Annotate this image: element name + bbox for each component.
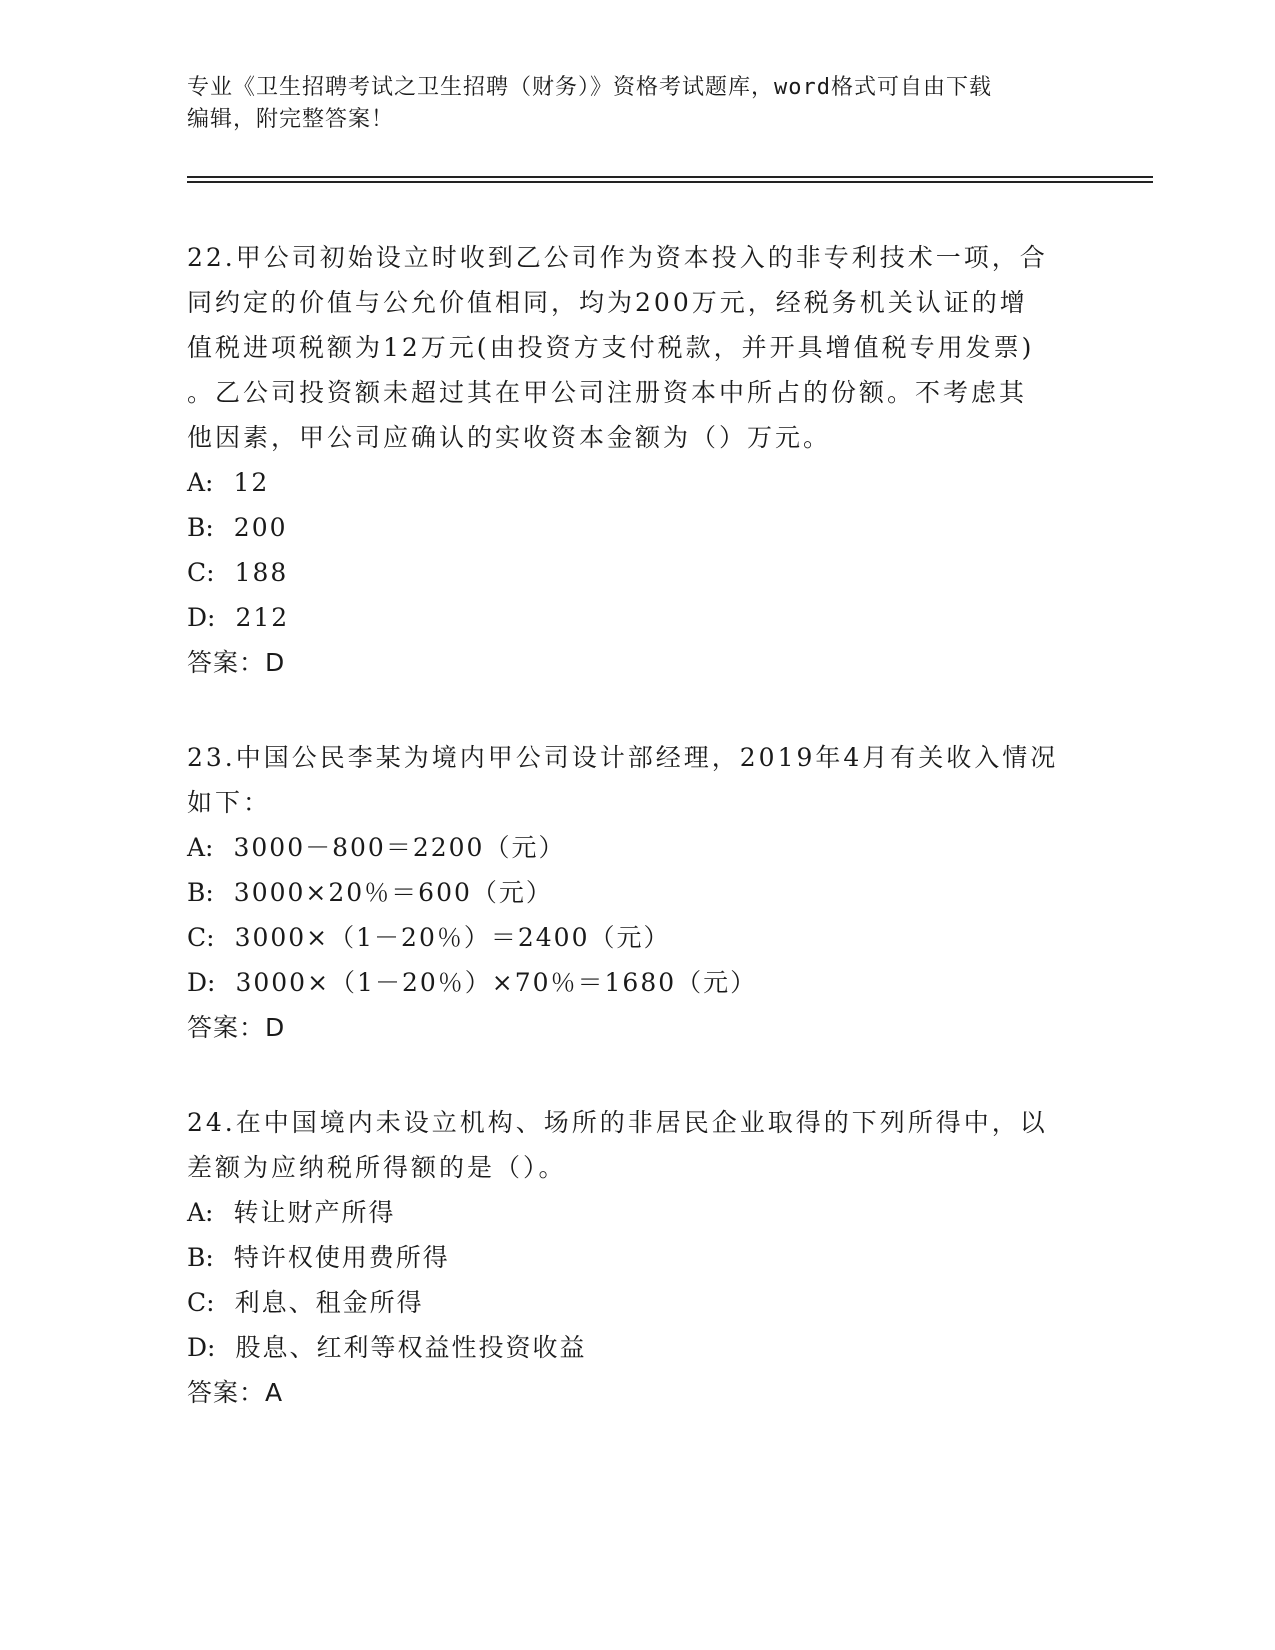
option-letter: B: bbox=[187, 513, 214, 542]
question-stem-line: 值税进项税额为12万元(由投资方支付税款，并开具增值税专用发票) bbox=[187, 333, 1035, 362]
option-text: 利息、租金所得 bbox=[234, 1288, 424, 1317]
answer-line: 答案：D bbox=[187, 1013, 286, 1042]
option-b bbox=[187, 505, 1087, 550]
answer-line: 答案：A bbox=[187, 1378, 284, 1407]
option-d bbox=[187, 960, 1087, 1005]
option-letter: D: bbox=[187, 603, 216, 632]
option-b bbox=[187, 1235, 1087, 1280]
option-letter: A: bbox=[187, 468, 214, 497]
header-divider-bottom bbox=[187, 181, 1153, 183]
option-text: 3000×（1－20％）＝2400（元） bbox=[234, 923, 671, 952]
question-stem-line: 24.在中国境内未设立机构、场所的非居民企业取得的下列所得中，以 bbox=[187, 1108, 1048, 1137]
option-text: 转让财产所得 bbox=[233, 1198, 396, 1227]
option-text: 股息、红利等权益性投资收益 bbox=[235, 1333, 587, 1362]
header-line-2: 编辑，附完整答案！ bbox=[187, 107, 395, 132]
option-text: 3000×（1－20％）×70％＝1680（元） bbox=[235, 968, 758, 997]
header-line-1: 专业《卫生招聘考试之卫生招聘（财务）》资格考试题库，word格式可自由下载 bbox=[187, 75, 992, 100]
question-stem-line: 23.中国公民李某为境内甲公司设计部经理，2019年4月有关收入情况 bbox=[187, 743, 1059, 772]
option-a bbox=[187, 460, 1087, 505]
question-stem-line: 如下： bbox=[187, 788, 272, 817]
option-letter: A: bbox=[187, 833, 214, 862]
option-letter: D: bbox=[187, 968, 216, 997]
option-letter: C: bbox=[187, 923, 215, 952]
option-text: 188 bbox=[234, 558, 289, 587]
question-22 bbox=[187, 235, 1087, 685]
question-stem-line: 他因素，甲公司应确认的实收资本金额为（）万元。 bbox=[187, 423, 832, 452]
option-letter: C: bbox=[187, 1288, 215, 1317]
question-stem-line: 。乙公司投资额未超过其在甲公司注册资本中所占的份额。不考虑其 bbox=[187, 378, 1028, 407]
option-letter: C: bbox=[187, 558, 215, 587]
answer-line: 答案：D bbox=[187, 648, 286, 677]
option-letter: B: bbox=[187, 1243, 214, 1272]
option-text: 3000×20％＝600（元） bbox=[233, 878, 553, 907]
option-text: 12 bbox=[233, 468, 270, 497]
option-letter: D: bbox=[187, 1333, 216, 1362]
option-letter: B: bbox=[187, 878, 214, 907]
question-stem-line: 同约定的价值与公允价值相同，均为200万元，经税务机关认证的增 bbox=[187, 288, 1028, 317]
option-c bbox=[187, 550, 1087, 595]
option-text: 特许权使用费所得 bbox=[233, 1243, 450, 1272]
option-d bbox=[187, 1325, 1087, 1370]
option-a bbox=[187, 1190, 1087, 1235]
question-24 bbox=[187, 1100, 1087, 1415]
question-stem-line: 22.甲公司初始设立时收到乙公司作为资本投入的非专利技术一项，合 bbox=[187, 243, 1048, 272]
option-letter: A: bbox=[187, 1198, 214, 1227]
option-c bbox=[187, 1280, 1087, 1325]
option-d bbox=[187, 595, 1087, 640]
option-text: 3000－800＝2200（元） bbox=[233, 833, 566, 862]
option-c bbox=[187, 915, 1087, 960]
option-text: 200 bbox=[233, 513, 288, 542]
document-header bbox=[187, 72, 1087, 136]
option-b bbox=[187, 870, 1087, 915]
option-a bbox=[187, 825, 1087, 870]
option-text: 212 bbox=[235, 603, 290, 632]
question-stem-line: 差额为应纳税所得额的是（）。 bbox=[187, 1153, 567, 1182]
header-divider-top bbox=[187, 176, 1153, 178]
question-23 bbox=[187, 735, 1087, 1050]
